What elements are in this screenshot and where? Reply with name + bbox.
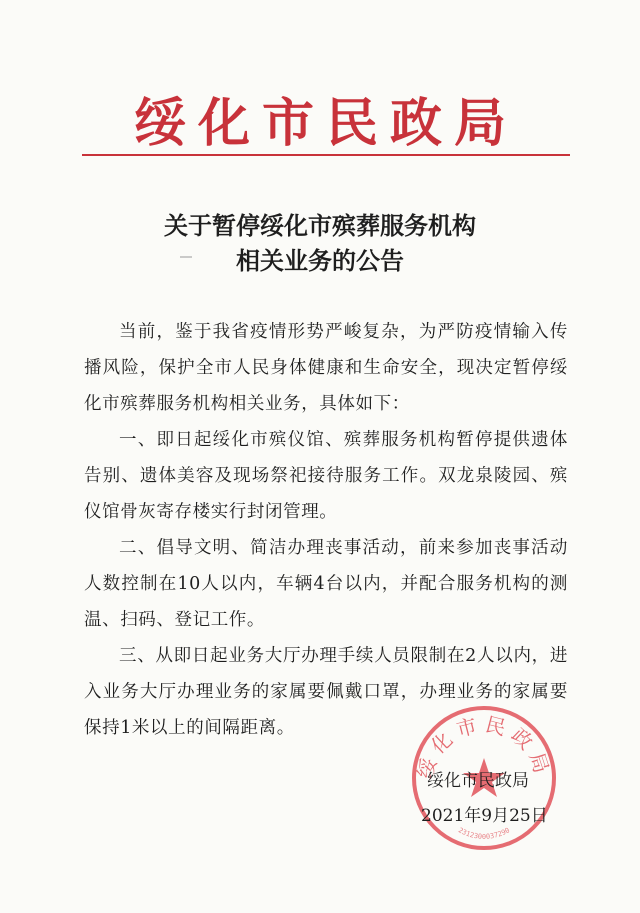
signature-org: 绥化市民政局 [427,771,529,791]
notice-title-line1: 关于暂停绥化市殡葬服务机构 [164,211,476,240]
scan-mark [180,256,192,258]
seal-code: 2312300037290 [456,826,512,841]
paragraph-item-1: 一、即日起绥化市殡仪馆、殡葬服务机构暂停提供遗体告别、遗体美容及现场祭祀接待服务工作。双龙泉陵园、殡仪馆骨灰寄存楼实行封闭管理。 [84,430,568,522]
letterhead-title: 绥化市民政局 [133,93,518,154]
letterhead-rule [82,154,570,156]
notice-body [84,314,568,746]
seal-text: 绥化市民政局 [412,711,556,782]
paragraph-intro: 当前，鉴于我省疫情形势严峻复杂，为严防疫情输入传播风险，保护全市人民身体健康和生命安全，现决定暂停绥化市殡葬服务机构相关业务，具体如下： [84,322,568,414]
notice-title-line2: 相关业务的公告 [236,246,404,275]
signature-date: 2021年9月25日 [421,806,548,826]
paragraph-item-2: 二、倡导文明、简洁办理丧事活动，前来参加丧事活动人数控制在10人以内，车辆4台以内，并配合服务机构的测温、扫码、登记工作。 [84,538,568,630]
paragraph-item-3: 三、从即日起业务大厅办理手续人员限制在2人以内，进入业务大厅办理业务的家属要佩戴口罩，办理业务的家属要保持1米以上的间隔距离。 [84,646,568,738]
